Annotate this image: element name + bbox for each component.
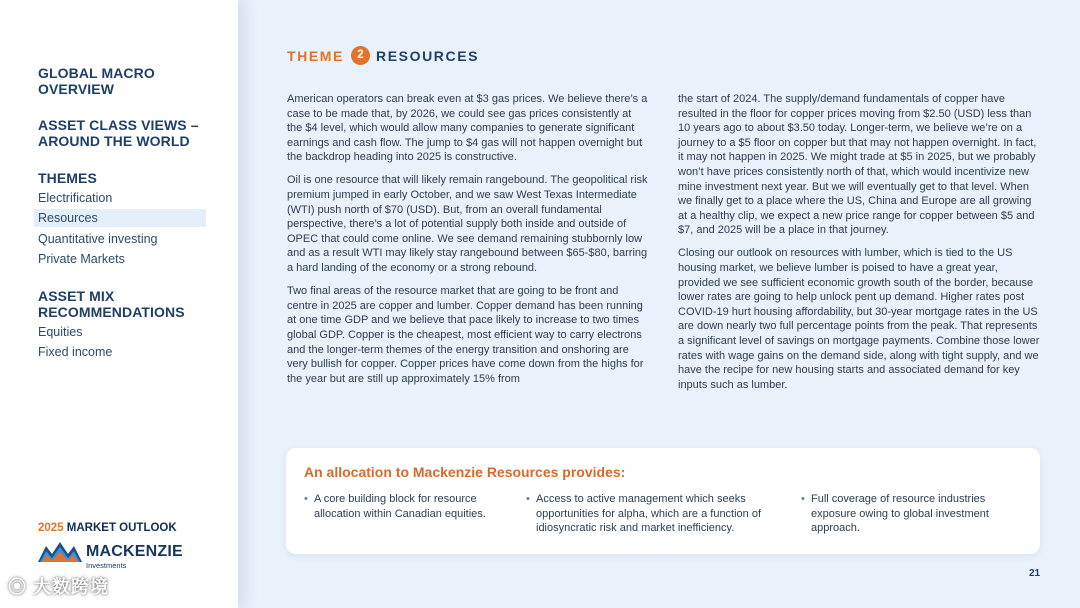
nav-themes-heading[interactable]: THEMES: [38, 170, 97, 186]
logo-subtitle: Investments: [86, 561, 127, 570]
paragraph: Closing our outlook on resources with lumber, which is tied to the US housing market, we believe lumber is poised to have a great year, provided we see sufficient economic growth south of the border, because lower rates are going to help unlock pent up demand. Higher rates post COVID-19 hurt housing affordability, but 30-year mortgage rates in the US are down nearly two full percentage points from the peak. That represents a significant level of savings on mortgage payments. Combine those lower rates with wage gains on the demand side, along with tight supply, and we have the recipe for new housing starts and associated demand for key inputs such as lumber.: [678, 247, 1040, 391]
nav-item-fixed-income[interactable]: Fixed income: [38, 345, 113, 359]
theme-label: THEME: [287, 47, 344, 64]
callout-title: An allocation to Mackenzie Resources provides:: [304, 464, 626, 480]
theme-name: RESOURCES: [376, 47, 480, 64]
nav-global-macro[interactable]: GLOBAL MACRO OVERVIEW: [38, 65, 155, 97]
paragraph: Two final areas of the resource market that are going to be front and centre in 2025 are copper and lumber. Copper demand has been running at one time GDP and we believe that pace likely to increase to two times global GDP. Copper is the cheapest, most efficient way to carry electrons and the longer-term themes of the energy transition and onshoring are very bullish for copper. Copper prices have come down from the highs for the year but are still up approximately 15% from: [287, 285, 644, 385]
sidebar: [0, 0, 238, 608]
mackenzie-mountain-icon: [38, 540, 82, 566]
logo-name: MACKENZIE: [86, 543, 183, 560]
callout-bullet: • Access to active management which seeks opportunities for alpha, which are a function of idiosyncratic risk and market inefficiency.: [526, 492, 766, 536]
allocation-callout: [286, 448, 1040, 554]
paragraph: Oil is one resource that will likely remain rangebound. The geopolitical risk premium jumped in early October, and we saw West Texas Intermediate (WTI) push north of $70 (USD). But, from an overall fundamental perspective, there’s a lot of potential supply both inside and outside of OPEC that could come online. We see demand remaining stubbornly low and as a result WTI may likely stay rangebound between $65-$80, barring a hard landing of the economy or a strong rebound.: [287, 174, 648, 275]
theme-number-badge: 2: [351, 46, 370, 65]
nav-item-electrification[interactable]: Electrification: [38, 191, 113, 205]
left-column: [287, 92, 649, 395]
nav-item-quantitative-investing[interactable]: Quantitative investing: [38, 232, 158, 246]
main-content: [238, 0, 1080, 608]
nav-asset-mix-heading[interactable]: ASSET MIX RECOMMENDATIONS: [38, 288, 185, 320]
nav-item-equities[interactable]: Equities: [38, 325, 83, 339]
nav-item-private-markets[interactable]: Private Markets: [38, 252, 125, 266]
theme-title: [287, 46, 479, 65]
outlook-year: 2025: [38, 522, 64, 534]
right-column: [678, 92, 1040, 401]
outlook-text: MARKET OUTLOOK: [66, 522, 177, 534]
page-number: 21: [1029, 568, 1041, 579]
paragraph: American operators can break even at $3 gas prices. We believe there’s a case to be made that, by 2026, we could see gas prices consistently at the $4 level, which would allow many companies to generate significant earnings and cash flow. The jump to $4 gas will not happen overnight but the backdrop heading into 2025 is constructive.: [287, 93, 648, 164]
watermark-text: 大数跨境: [33, 577, 110, 597]
market-outlook-label: [38, 522, 177, 534]
callout-bullet: • A core building block for resource allocation within Canadian equities.: [304, 492, 509, 521]
callout-bullet: • Full coverage of resource industries exposure owing to global investment approach.: [801, 492, 1011, 536]
paragraph: the start of 2024. The supply/demand fundamentals of copper have resulted in the floor for copper prices moving from $2.50 (USD) less than 10 years ago to about $3.50 today. Longer-term, we believe we’re on a journey to a $5 floor on copper but that may not happen overnight. In fact, it may not happen in 2025. We might trade at $5 in 2025, but we probably won’t have prices consistently north of that, which would incentivize new mine investment next year. But we will eventually get to that level. When we finally get to a place where the US, China and Europe are all growing at a healthy clip, we expect a new price range for copper between $5 and $7, and 2025 will be a place in that journey.: [678, 93, 1037, 237]
watermark-logo-icon: ⦿: [8, 577, 27, 597]
mackenzie-logo: [38, 540, 188, 572]
nav-item-resources[interactable]: Resources: [34, 209, 206, 227]
watermark: [8, 573, 109, 599]
nav-asset-class-views[interactable]: ASSET CLASS VIEWS – AROUND THE WORLD: [38, 117, 199, 149]
